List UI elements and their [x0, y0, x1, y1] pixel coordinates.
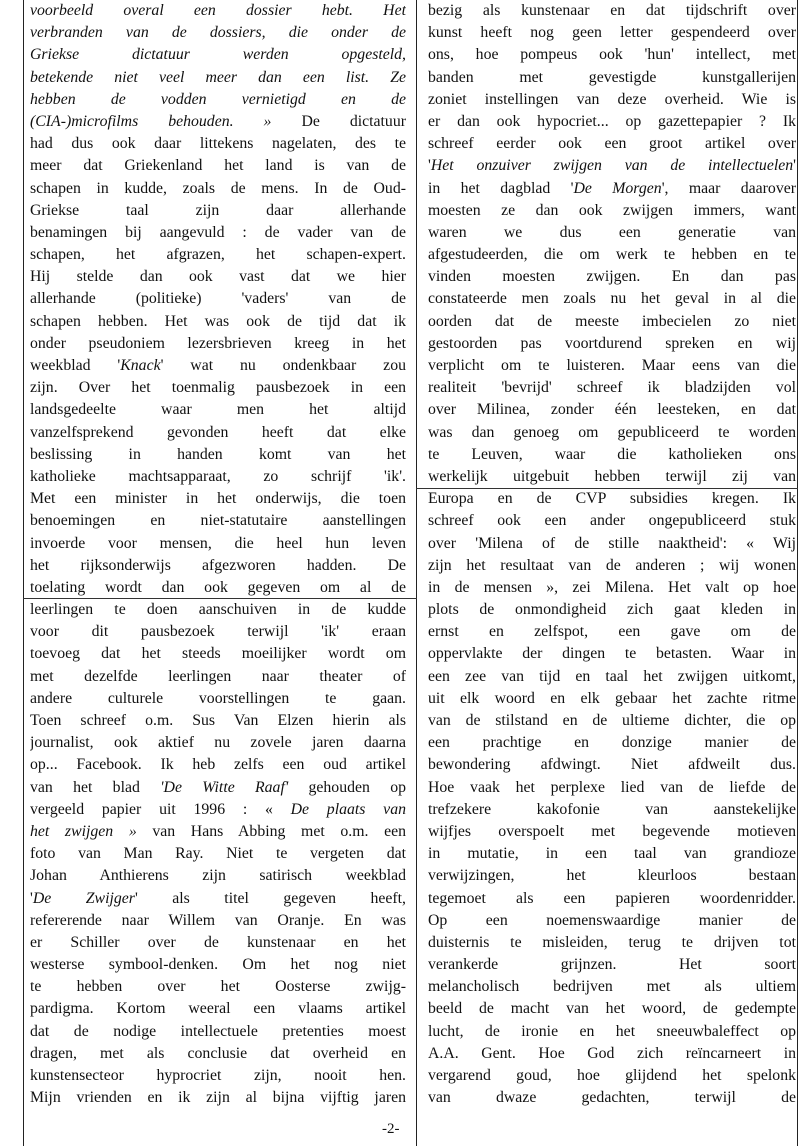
text-line: tegemoet als een papieren woordenridder. [428, 889, 796, 907]
text-line: in de mensen », zei Milena. Het valt op hoe [428, 578, 796, 596]
text-line: vinden moesten zwijgen. En dan pas [428, 268, 796, 286]
text-line: schreef eerder ook een groot artikel over [428, 135, 796, 153]
text-line: Johan Anthierens zijn satirisch weekblad [30, 867, 406, 885]
text-line: bezig als kunstenaar en dat tijdschrift over [428, 2, 796, 19]
text-line: onder pseudoniem lezersbrieven kreeg in het [30, 334, 406, 352]
text-line: met dezelfde leerlingen naar theater of [30, 667, 406, 685]
text-line: er dan ook hypocriet... op gazettepapier ? Ik [428, 112, 796, 130]
text-line: allerhande (politieke) 'vaders' van de [30, 290, 406, 308]
text-line: verplicht om te luisteren. Maar eens van die [428, 357, 796, 374]
text-line: toelating wordt dan ook gegeven om al de [30, 578, 406, 596]
text-line: vergeeld papier uit 1996 : « De plaats van [30, 800, 406, 818]
text-line: ons, hoe pompeus ook 'hun' intellect, met [428, 46, 796, 64]
text-line: foto van Man Ray. Niet te vergeten dat [30, 845, 406, 863]
text-line: van dwaze gedachten, terwijl de [428, 1089, 796, 1107]
text-line: Europa en de CVP subsidies kregen. Ik [428, 490, 796, 508]
text-line: van het blad 'De Witte Raaf' gehouden op [30, 778, 406, 796]
text-line: zijn. Over het toenmalig pausbezoek in een [30, 379, 406, 397]
text-line: schapen in kudde, zoals de mens. In de Oud- [30, 179, 406, 197]
column-divider-middle [416, 0, 417, 1146]
left-column [30, 0, 406, 1109]
text-line: kunstensecteor hyprocriet zijn, nooit hen. [30, 1067, 406, 1084]
column-divider-right [797, 0, 798, 1146]
text-line: er Schiller over de kunstenaar en het [30, 933, 406, 951]
text-line: pardigma. Kortom weeral een vlaams artikel [30, 1000, 406, 1018]
text-line: oorden dat de meeste imbecielen zo niet [428, 312, 796, 330]
text-line: zoniet instellingen van deze overheid. Wie is [428, 90, 796, 108]
text-line: leerlingen te doen aanschuiven in de kudde [30, 601, 406, 619]
text-line: over Milinea, zonder één leesteken, en dat [428, 401, 796, 419]
column-divider-left [23, 0, 24, 1146]
text-line: katholieke machtsapparaat, zo schrijf 'ik'. [30, 467, 406, 485]
text-line: was dan genoeg om gepubliceerd te worden [428, 423, 796, 441]
text-line: Met een minister in het onderwijs, die toen [30, 490, 406, 508]
text-line: Griekse taal zijn daar allerhande [30, 201, 406, 219]
text-line: betekende niet veel meer dan een list. Ze [30, 68, 406, 86]
text-line: verbranden van de dossiers, die onder de [30, 24, 406, 42]
text-line: gestoorden pas voortdurend spreken en wij [428, 334, 796, 352]
text-line: Hij stelde dan ook vast dat we hier [30, 268, 406, 286]
text-line: bewondering afdwingt. Niet afdweilt dus. [428, 756, 796, 774]
text-line: Toen schreef o.m. Sus Van Elzen hierin als [30, 712, 406, 729]
text-line: zijn het resultaat van de anderen ; wij wonen [428, 556, 796, 574]
text-line: verwijzingen, het kleurloos bestaan [428, 867, 796, 885]
text-line: melancholisch bedrijven met als ultiem [428, 978, 796, 996]
text-line: A.A. Gent. Hoe God zich reïncarneert in [428, 1044, 796, 1062]
text-line: trefzekere kakofonie van aanstekelijke [428, 800, 796, 818]
text-line: hebben de vodden vernietigd en de [30, 90, 406, 108]
text-line: moesten ze dan ook zwijgen immers, want [428, 201, 796, 219]
text-line: een prachtige en donzige manier de [428, 734, 796, 752]
text-line: refererende naar Willem van Oranje. En was [30, 911, 406, 929]
text-line: realiteit 'bevrijd' schreef ik bladzijden vol [428, 379, 796, 397]
text-line: verankerde grijnzen. Het soort [428, 956, 796, 974]
text-line: kunst heeft nog geen letter gespendeerd over [428, 24, 796, 42]
text-line: 'Het onzuiver zwijgen van de intellectuelen' [428, 157, 796, 175]
text-line: 'De Zwijger' als titel gegeven heeft, [30, 889, 406, 907]
text-line: westerse symbool-denken. Om het nog niet [30, 956, 406, 974]
text-line: afgestudeerden, die om werk te hebben en te [428, 246, 796, 264]
text-line: constateerde men zoals nu het geval in al die [428, 290, 796, 308]
text-line: een zee van tijd en taal het zwijgen uitkomt, [428, 667, 796, 685]
text-line: andere culturele voorstellingen te gaan. [30, 689, 406, 707]
text-line: weekblad 'Knack' wat nu ondenkbaar zou [30, 357, 406, 374]
text-line: vergarend goud, hoe glijdend het spelonk [428, 1067, 796, 1084]
text-line: dragen, met als conclusie dat overheid en [30, 1044, 406, 1062]
text-line: beslissing in handen komt van het [30, 445, 406, 463]
text-line: lucht, de ironie en het sneeuwbaleffect op [428, 1022, 796, 1040]
text-line: schapen, het afgrazen, het schapen-expert. [30, 246, 406, 264]
text-line: schapen hebben. Het was ook de tijd dat ik [30, 312, 406, 330]
text-line: wijfjes overspoelt met begevende motieven [428, 822, 796, 840]
page-number: -2- [382, 1121, 400, 1137]
text-line: banden met gevestigde kunstgallerijen [428, 68, 796, 86]
text-line: over 'Milena of de stille naaktheid': « Wij [428, 534, 796, 552]
text-line: werkelijk uitgebuit hebben terwijl zij van [428, 467, 796, 485]
text-line: (CIA-)microfilms behouden. » De dictatuur [30, 112, 406, 130]
text-line: ernst en zelfspot, een gave om de [428, 623, 796, 641]
text-line: van de stilstand en de ultieme dichter, die op [428, 712, 796, 729]
text-line: vanzelfsprekend gevonden heeft dat elke [30, 423, 406, 441]
text-line: te hebben over het Oosterse zwijg- [30, 978, 406, 996]
text-line: benamingen bij aangevuld : de vader van de [30, 223, 406, 241]
text-line: Mijn vrienden en ik zijn al bijna vijftig jaren [30, 1089, 406, 1107]
text-line: voorbeeld overal een dossier hebt. Het [30, 2, 406, 19]
text-line: uit elk woord en elk gebaar het zachte ritme [428, 689, 796, 707]
text-line: het zwijgen » van Hans Abbing met o.m. een [30, 822, 406, 840]
text-line: op... Facebook. Ik heb zelfs een oud artikel [30, 756, 406, 774]
text-line: Hoe vaak het perplexe lied van de liefde de [428, 778, 796, 796]
text-line: invoerde voor mensen, die heel hun leven [30, 534, 406, 552]
text-line: beeld de macht van het woord, de gedempte [428, 1000, 796, 1018]
text-line: had dus ook daar littekens nagelaten, des te [30, 135, 406, 153]
text-line: meer dat Griekenland het land is van de [30, 157, 406, 175]
text-line: landsgedeelte waar men het altijd [30, 401, 406, 419]
text-line: Op een noemenswaardige manier de [428, 911, 796, 929]
text-line: te Leuven, waar die katholieken ons [428, 445, 796, 463]
text-line: Griekse dictatuur werden opgesteld, [30, 46, 406, 64]
text-line: voor dit pausbezoek terwijl 'ik' eraan [30, 623, 406, 641]
text-line: oppervlakte der dingen te betasten. Waar in [428, 645, 796, 663]
text-line: in het dagblad 'De Morgen', maar daarover [428, 179, 796, 197]
text-line: plots de onmondigheid zich gaat kleden in [428, 601, 796, 619]
text-line: benoemingen en niet-statutaire aanstellingen [30, 512, 406, 530]
text-line: dat de nodige intellectuele pretenties moest [30, 1022, 406, 1040]
text-line: journalist, ook aktief nu zovele jaren daarna [30, 734, 406, 752]
text-line: schreef ook een ander ongepubliceerd stuk [428, 512, 796, 530]
text-line: in mutatie, in een taal van grandioze [428, 845, 796, 863]
text-line: het rijksonderwijs afgezworen hadden. De [30, 556, 406, 574]
text-line: waren we dus een generatie van [428, 223, 796, 241]
text-line: duisternis te misleiden, terug te drijven tot [428, 933, 796, 951]
right-column [428, 0, 796, 1109]
text-line: toevoeg dat het steeds moeilijker wordt om [30, 645, 406, 663]
